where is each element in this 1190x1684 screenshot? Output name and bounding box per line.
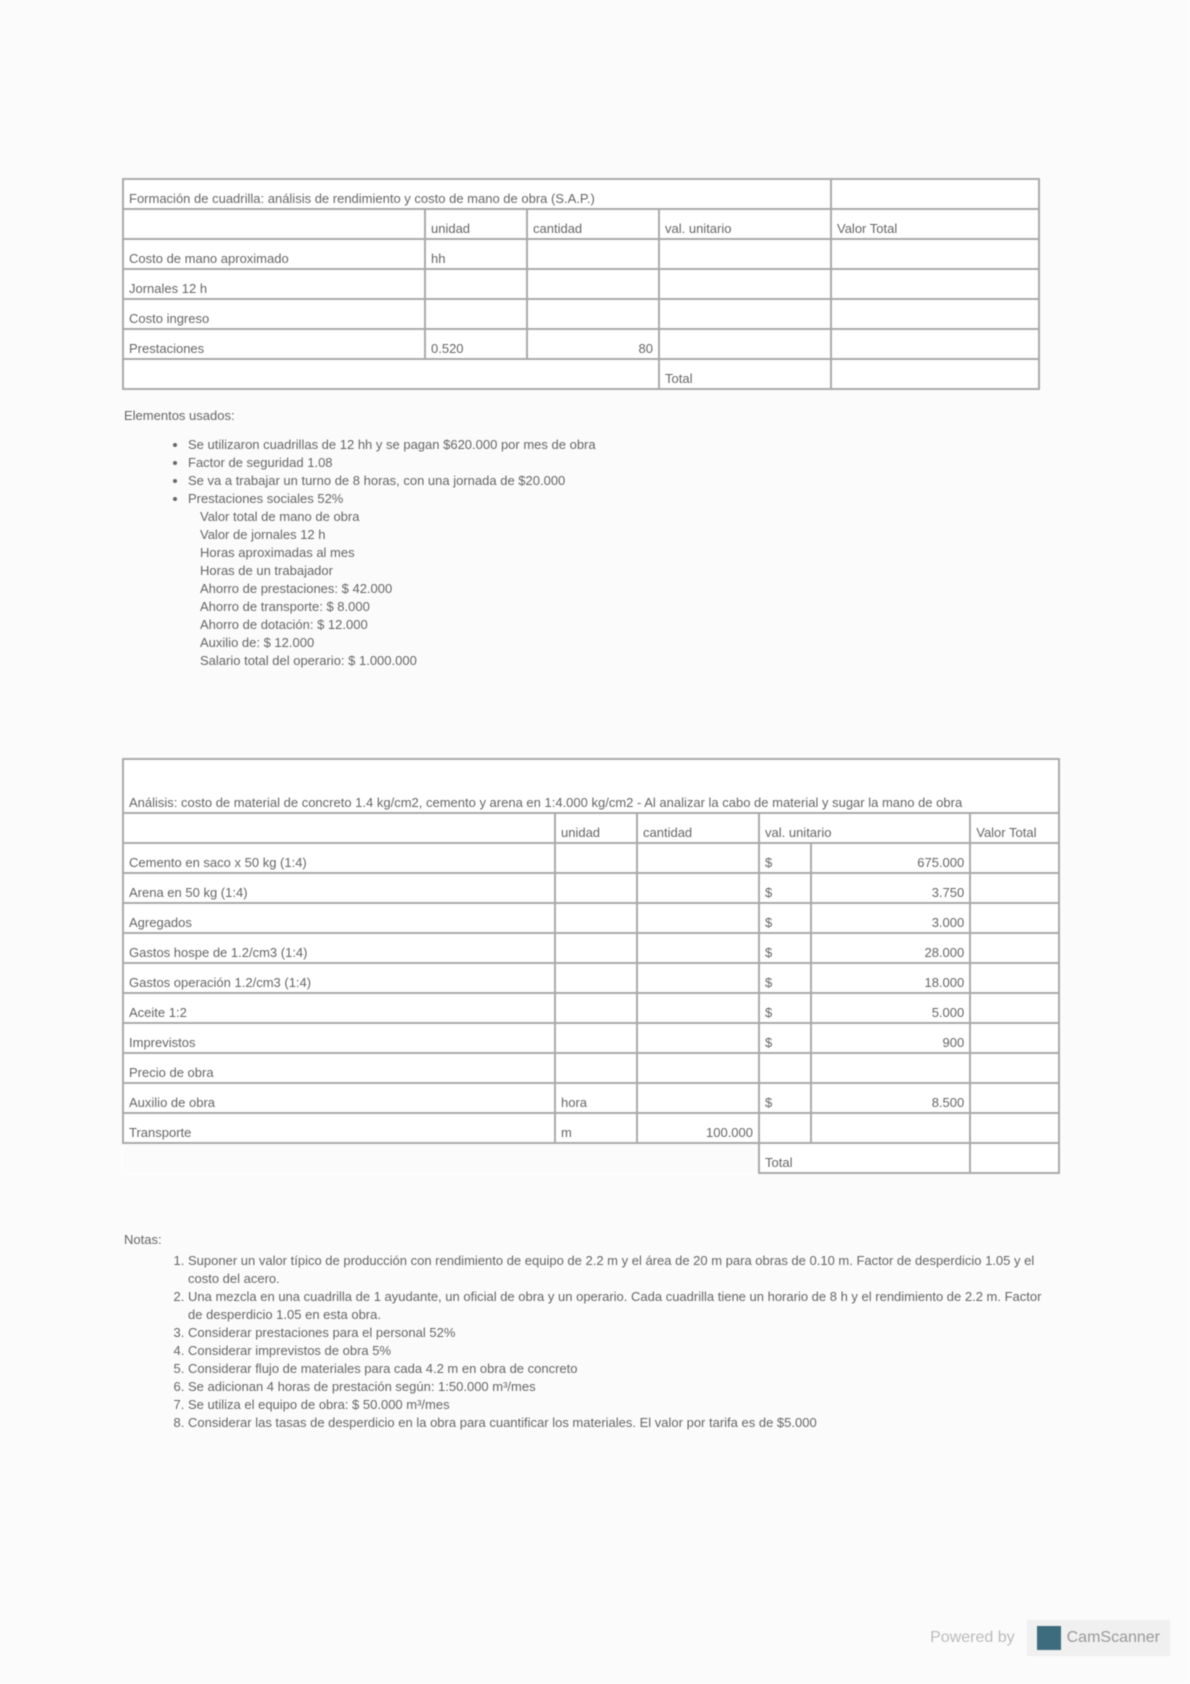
table-row: [123, 933, 1059, 963]
total-cell: [970, 903, 1059, 933]
unit-price-cell: 3.750: [811, 873, 970, 903]
currency-cell: $: [759, 963, 811, 993]
row-label: Cemento en saco x 50 kg (1:4): [123, 843, 555, 873]
table-row: [123, 1113, 1059, 1143]
currency-cell: $: [759, 843, 811, 873]
unit-cell: hora: [555, 1083, 637, 1113]
table-title: Formación de cuadrilla: análisis de rendimiento y costo de mano de obra (S.A.P.): [123, 179, 831, 209]
unit-price-cell: 18.000: [811, 963, 970, 993]
unit-price-cell: [811, 1053, 970, 1083]
row-label: Arena en 50 kg (1:4): [123, 873, 555, 903]
table-row: [123, 843, 1059, 873]
unit-price-cell: 5.000: [811, 993, 970, 1023]
bullet-list: • Se utilizaron cuadrillas de 12 hh y se pagan $620.000 por mes de obra • Factor de seguridad 1.08 • Se va a trabajar un turno de 8 horas, con una jornada de $20.000 • Prestaciones sociales 52%: [148, 436, 1008, 508]
table-row: [123, 903, 1059, 933]
total-cell: [970, 1113, 1059, 1143]
unit-cell: [555, 843, 637, 873]
row-label: Auxilio de obra: [123, 1083, 555, 1113]
unit-cell: [555, 1023, 637, 1053]
camscanner-icon: [1037, 1626, 1061, 1650]
row-label: Precio de obra: [123, 1053, 555, 1083]
quantity-cell: [637, 873, 759, 903]
table-row: [123, 993, 1059, 1023]
row-label: Agregados: [123, 903, 555, 933]
row-label: Aceite 1:2: [123, 993, 555, 1023]
table-row: [123, 1053, 1059, 1083]
table-row: Jornales 12 h: [123, 269, 1039, 299]
table-row: [123, 963, 1059, 993]
total-cell: [970, 843, 1059, 873]
quantity-cell: [637, 1023, 759, 1053]
table-header-row: unidad cantidad val. unitario Valor Total: [123, 813, 1059, 843]
table-row: [123, 1023, 1059, 1053]
total-cell: [970, 963, 1059, 993]
unit-price-cell: 28.000: [811, 933, 970, 963]
row-label: Transporte: [123, 1113, 555, 1143]
total-row: Total: [123, 1143, 1059, 1173]
row-label: Gastos operación 1.2/cm3 (1:4): [123, 963, 555, 993]
unit-price-cell: 8.500: [811, 1083, 970, 1113]
unit-cell: [555, 873, 637, 903]
unit-price-cell: 3.000: [811, 903, 970, 933]
table-header-row: unidad cantidad val. unitario Valor Total: [123, 209, 1039, 239]
currency-cell: $: [759, 933, 811, 963]
unit-price-cell: [811, 1113, 970, 1143]
unit-cell: [555, 903, 637, 933]
unit-cell: m: [555, 1113, 637, 1143]
quantity-cell: [637, 993, 759, 1023]
labor-cost-table: [122, 178, 1040, 390]
currency-cell: $: [759, 873, 811, 903]
quantity-cell: [637, 903, 759, 933]
currency-cell: $: [759, 1083, 811, 1113]
quantity-cell: [637, 933, 759, 963]
total-cell: [970, 1083, 1059, 1113]
camscanner-logo: CamScanner: [1027, 1620, 1170, 1656]
table-row: Costo ingreso: [123, 299, 1039, 329]
row-label: Imprevistos: [123, 1023, 555, 1053]
notes-list: 1. Suponer un valor típico de producción con rendimiento de equipo de 2.2 m y el área de 20 m para obras de 0.10 m. Factor de desperdicio 1.05 y el costo del acero. 2. Una mezcla en una cuadrilla de 1 ayudante, un oficial de obra y un operario. Cada cuadrilla tiene un horario de 8 h y el rendimiento de 2.2 m. Factor de desperdicio 1.05 en esta obra. 3. Considerar prestaciones para el personal 52% 4. Considerar imprevistos de obra 5% 5. Considerar flujo de materiales para cada 4.2 m en obra de concreto 6. Se adicionan 4 horas de prestación según: 1:50.000 m³/mes 7. Se utiliza el equipo de obra: $ 50.000 m³/mes 8. Considerar las tasas de desperdicio en la obra para cuantificar los materiales. El valor por tarifa es de $5.000: [148, 1252, 1048, 1432]
currency-cell: $: [759, 1023, 811, 1053]
total-cell: [970, 993, 1059, 1023]
table-row: [123, 873, 1059, 903]
section-heading: Elementos usados:: [124, 408, 235, 423]
unit-cell: [555, 1053, 637, 1083]
unit-cell: [555, 963, 637, 993]
quantity-cell: [637, 1053, 759, 1083]
table-row: Prestaciones 0.520 80: [123, 329, 1039, 359]
unit-cell: [555, 933, 637, 963]
row-label: Gastos hospe de 1.2/cm3 (1:4): [123, 933, 555, 963]
quantity-cell: [637, 1083, 759, 1113]
detail-lines: Valor total de mano de obra Valor de jornales 12 h Horas aproximadas al mes Horas de un trabajador Ahorro de prestaciones: $ 42.000 Ahorro de transporte: $ 8.000 Ahorro de dotación: $ 12.000 Auxilio de: $ 12.000 Salario total del operario: $ 1.000.000: [200, 509, 417, 668]
currency-cell: [759, 1113, 811, 1143]
total-row: Total: [123, 359, 1039, 389]
quantity-cell: 100.000: [637, 1113, 759, 1143]
table-title: Análisis: costo de material de concreto 1.4 kg/cm2, cemento y arena en 1:4.000 kg/cm2 - Al analizar la cabo de material y sugar la mano de obra: [123, 759, 1059, 813]
total-cell: [970, 933, 1059, 963]
notes-heading: Notas:: [124, 1232, 162, 1247]
unit-price-cell: 675.000: [811, 843, 970, 873]
total-cell: [970, 1023, 1059, 1053]
total-cell: [970, 873, 1059, 903]
currency-cell: $: [759, 993, 811, 1023]
table-row: [123, 1083, 1059, 1113]
table-row: Costo de mano aproximado hh: [123, 239, 1039, 269]
unit-cell: [555, 993, 637, 1023]
quantity-cell: [637, 843, 759, 873]
watermark-footer: Powered by CamScanner: [930, 1620, 1170, 1656]
material-cost-table: [122, 758, 1060, 1174]
currency-cell: [759, 1053, 811, 1083]
currency-cell: $: [759, 903, 811, 933]
total-cell: [970, 1053, 1059, 1083]
quantity-cell: [637, 963, 759, 993]
unit-price-cell: 900: [811, 1023, 970, 1053]
